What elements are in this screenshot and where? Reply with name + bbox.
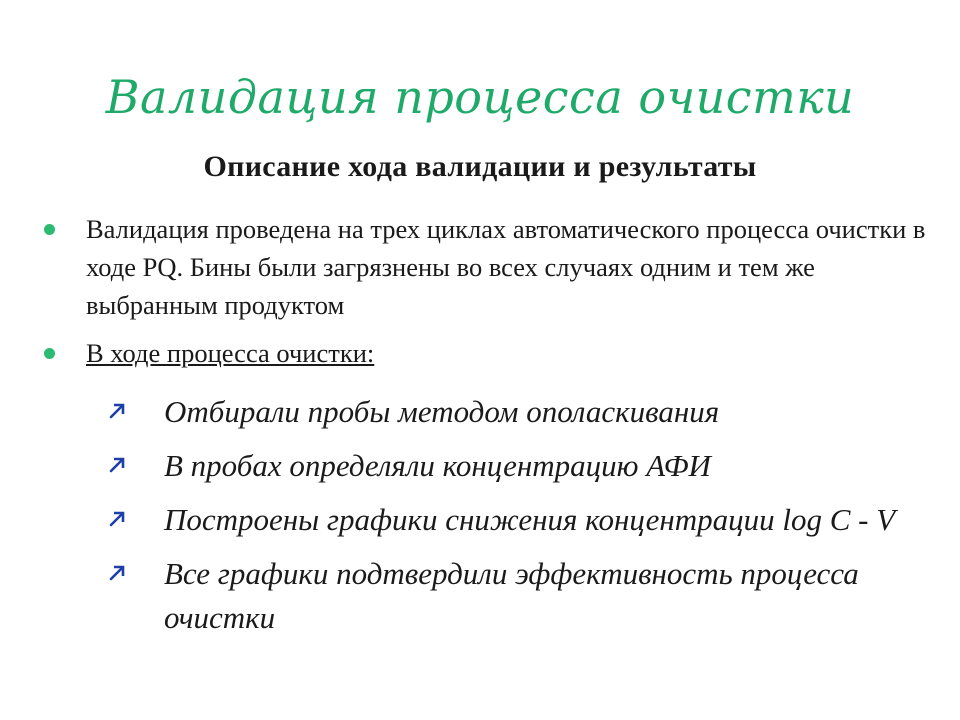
slide-subtitle: Описание хода валидации и результаты xyxy=(203,150,757,183)
sub-bullet-item xyxy=(108,444,938,488)
sub-bullet-item xyxy=(108,498,938,542)
bullet-item xyxy=(40,210,930,324)
bullet-item xyxy=(40,334,930,372)
sub-bullet-text: В пробах определяли концентрацию АФИ xyxy=(164,448,711,483)
green-dot-icon xyxy=(44,348,55,359)
arrow-up-right-icon xyxy=(108,564,126,582)
sub-bullet-text: Все графики подтвердили эффективность процесса очистки xyxy=(164,556,859,635)
sub-bullet-item xyxy=(108,552,938,640)
bullet-text: Валидация проведена на трех циклах автоматического процесса очистки в ходе PQ. Бины были загрязнены во всех случаях одним и тем же выбранным продуктом xyxy=(86,214,926,320)
green-dot-icon xyxy=(44,224,55,235)
sub-bullet-text: Отбирали пробы методом ополаскивания xyxy=(164,394,720,429)
arrow-up-right-icon xyxy=(108,510,126,528)
arrow-up-right-icon xyxy=(108,402,126,420)
sub-bullet-list xyxy=(108,390,938,650)
sub-bullet-item xyxy=(108,390,938,434)
bullet-list xyxy=(40,210,930,382)
arrow-up-right-icon xyxy=(108,456,126,474)
slide-title: Валидация процесса очистки xyxy=(105,70,855,124)
sub-bullet-text: Построены графики снижения концентрации log C - V xyxy=(164,502,896,537)
bullet-text: В ходе процесса очистки: xyxy=(86,338,375,368)
